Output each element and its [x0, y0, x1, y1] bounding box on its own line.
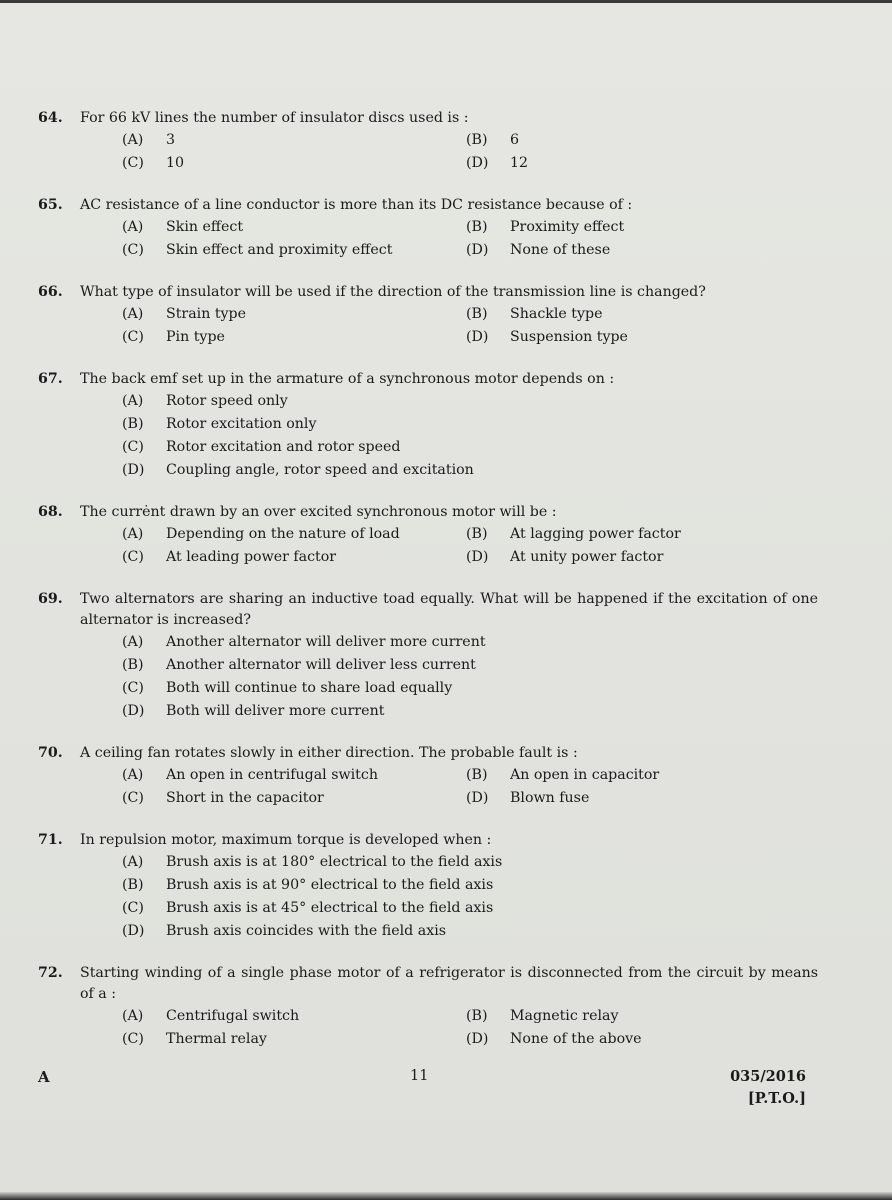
paper-code-block: [730, 1066, 806, 1110]
option-label: (C): [122, 549, 144, 565]
answer-option: [122, 239, 466, 262]
option-label: (D): [466, 155, 489, 171]
option-text: 12: [510, 155, 529, 171]
answer-option: [122, 216, 466, 239]
option-text: Thermal relay: [166, 1031, 267, 1047]
question-text: In repulsion motor, maximum torque is developed when :: [80, 832, 492, 848]
options-group: [122, 1005, 818, 1051]
answer-option: [122, 546, 466, 569]
options-group: [122, 764, 818, 810]
option-label: (B): [466, 526, 488, 542]
answer-option: [122, 459, 818, 482]
question-text: The currėnt drawn by an over excited synchronous motor will be :: [80, 504, 557, 520]
question-number: 67.: [38, 371, 63, 387]
option-label: (A): [122, 526, 144, 542]
option-text: Another alternator will deliver more current: [166, 634, 486, 650]
option-label: (A): [122, 219, 144, 235]
answer-option: [122, 523, 466, 546]
answer-option: [122, 413, 818, 436]
option-text: Another alternator will deliver less current: [166, 657, 476, 673]
option-label: (B): [466, 767, 488, 783]
option-label: (C): [122, 790, 144, 806]
answer-option: [122, 390, 818, 413]
answer-option: [466, 129, 766, 152]
option-label: (C): [122, 1031, 144, 1047]
option-label: (A): [122, 767, 144, 783]
question-number: 68.: [38, 504, 63, 520]
answer-option: [466, 326, 766, 349]
options-group: [122, 523, 818, 569]
option-text: Strain type: [166, 306, 247, 322]
answer-option: [466, 303, 766, 326]
option-label: (C): [122, 155, 144, 171]
option-text: An open in centrifugal switch: [166, 767, 378, 783]
option-text: Brush axis is at 90° electrical to the field axis: [166, 877, 494, 893]
option-label: (D): [466, 790, 489, 806]
question-text: AC resistance of a line conductor is more than its DC resistance because of :: [80, 197, 633, 213]
answer-option: [122, 303, 466, 326]
options-group: [122, 390, 818, 482]
option-text: Skin effect and proximity effect: [166, 242, 393, 258]
option-text: 6: [510, 132, 520, 148]
answer-option: [122, 1005, 466, 1028]
answer-option: [122, 326, 466, 349]
question-header: [38, 195, 818, 216]
option-label: (A): [122, 393, 144, 409]
option-text: Coupling angle, rotor speed and excitation: [166, 462, 474, 478]
answer-option: [122, 152, 466, 175]
question-block: [38, 195, 818, 262]
option-label: (D): [122, 703, 145, 719]
question-header: [38, 830, 818, 851]
question-header: [38, 963, 818, 1005]
answer-option: [122, 700, 818, 723]
option-label: (D): [466, 329, 489, 345]
answer-option: [466, 546, 766, 569]
option-label: (A): [122, 306, 144, 322]
question-header: [38, 369, 818, 390]
question-text: A ceiling fan rotates slowly in either direction. The probable fault is :: [80, 745, 578, 761]
option-text: At unity power factor: [510, 549, 664, 565]
option-text: Rotor excitation and rotor speed: [166, 439, 401, 455]
question-header: [38, 743, 818, 764]
option-label: (A): [122, 132, 144, 148]
option-label: (B): [466, 306, 488, 322]
question-text: Two alternators are sharing an inductive toad equally. What will be happened if the excitation of one alternator is increased?: [80, 591, 818, 628]
options-group: [122, 216, 818, 262]
option-label: (D): [466, 242, 489, 258]
answer-option: [122, 654, 818, 677]
question-number: 69.: [38, 591, 63, 607]
question-number: 72.: [38, 965, 63, 981]
answer-option: [466, 523, 766, 546]
question-header: [38, 108, 818, 129]
option-label: (B): [122, 657, 144, 673]
option-text: Brush axis is at 45° electrical to the field axis: [166, 900, 494, 916]
question-number: 70.: [38, 745, 63, 761]
question-header: [38, 282, 818, 303]
question-block: [38, 282, 818, 349]
answer-option: [122, 764, 466, 787]
answer-option: [466, 787, 766, 810]
option-text: Shackle type: [510, 306, 603, 322]
option-text: At lagging power factor: [510, 526, 681, 542]
option-label: (A): [122, 634, 144, 650]
scan-top-edge: [0, 0, 892, 3]
option-text: An open in capacitor: [510, 767, 660, 783]
page-number: 11: [410, 1068, 429, 1084]
option-text: Proximity effect: [510, 219, 625, 235]
option-text: Brush axis is at 180° electrical to the field axis: [166, 854, 503, 870]
answer-option: [122, 920, 818, 943]
option-text: Pin type: [166, 329, 225, 345]
option-text: Centrifugal switch: [166, 1008, 300, 1024]
option-label: (C): [122, 439, 144, 455]
answer-option: [122, 631, 818, 654]
answer-option: [466, 1005, 766, 1028]
option-text: Rotor speed only: [166, 393, 288, 409]
question-block: [38, 743, 818, 810]
question-header: [38, 589, 818, 631]
answer-option: [122, 1028, 466, 1051]
options-group: [122, 631, 818, 723]
question-block: [38, 963, 818, 1051]
option-text: Short in the capacitor: [166, 790, 324, 806]
option-label: (A): [122, 854, 144, 870]
answer-option: [122, 874, 818, 897]
question-block: [38, 502, 818, 569]
option-text: None of the above: [510, 1031, 642, 1047]
question-block: [38, 108, 818, 175]
answer-option: [122, 436, 818, 459]
option-label: (B): [466, 132, 488, 148]
answer-option: [466, 239, 766, 262]
answer-option: [466, 1028, 766, 1051]
question-text: For 66 kV lines the number of insulator discs used is :: [80, 110, 469, 126]
option-text: Skin effect: [166, 219, 244, 235]
options-group: [122, 303, 818, 349]
option-text: 10: [166, 155, 185, 171]
option-text: Both will deliver more current: [166, 703, 385, 719]
question-number: 71.: [38, 832, 63, 848]
option-label: (A): [122, 1008, 144, 1024]
option-label: (D): [466, 549, 489, 565]
question-block: [38, 589, 818, 723]
option-text: Both will continue to share load equally: [166, 680, 453, 696]
option-text: At leading power factor: [166, 549, 337, 565]
option-text: Suspension type: [510, 329, 628, 345]
question-text: The back emf set up in the armature of a synchronous motor depends on :: [80, 371, 615, 387]
series-label: A: [38, 1068, 50, 1086]
options-group: [122, 851, 818, 943]
question-block: [38, 830, 818, 943]
option-label: (B): [122, 416, 144, 432]
option-label: (C): [122, 900, 144, 916]
question-number: 66.: [38, 284, 63, 300]
answer-option: [466, 152, 766, 175]
option-text: Depending on the nature of load: [166, 526, 400, 542]
option-label: (D): [466, 1031, 489, 1047]
answer-option: [122, 851, 818, 874]
question-text: Starting winding of a single phase motor of a refrigerator is disconnected from the circuit by means of a :: [80, 965, 818, 1002]
option-label: (B): [466, 219, 488, 235]
option-label: (D): [122, 923, 145, 939]
options-group: [122, 129, 818, 175]
paper-code: 035/2016: [730, 1068, 806, 1085]
question-number: 64.: [38, 110, 63, 126]
option-text: Rotor excitation only: [166, 416, 317, 432]
option-label: (B): [466, 1008, 488, 1024]
option-text: None of these: [510, 242, 611, 258]
answer-option: [122, 677, 818, 700]
answer-option: [466, 764, 766, 787]
option-text: Blown fuse: [510, 790, 590, 806]
option-label: (C): [122, 680, 144, 696]
scan-bottom-edge: [0, 1192, 892, 1200]
option-label: (D): [122, 462, 145, 478]
please-turn-over: [P.T.O.]: [747, 1090, 806, 1107]
answer-option: [122, 129, 466, 152]
question-list: [38, 108, 818, 1071]
option-text: Magnetic relay: [510, 1008, 619, 1024]
question-text: What type of insulator will be used if the direction of the transmission line is changed?: [80, 284, 706, 300]
option-text: Brush axis coincides with the field axis: [166, 923, 447, 939]
answer-option: [466, 216, 766, 239]
question-number: 65.: [38, 197, 63, 213]
option-label: (C): [122, 329, 144, 345]
question-header: [38, 502, 818, 523]
answer-option: [122, 897, 818, 920]
question-block: [38, 369, 818, 482]
answer-option: [122, 787, 466, 810]
option-text: 3: [166, 132, 176, 148]
option-label: (B): [122, 877, 144, 893]
option-label: (C): [122, 242, 144, 258]
